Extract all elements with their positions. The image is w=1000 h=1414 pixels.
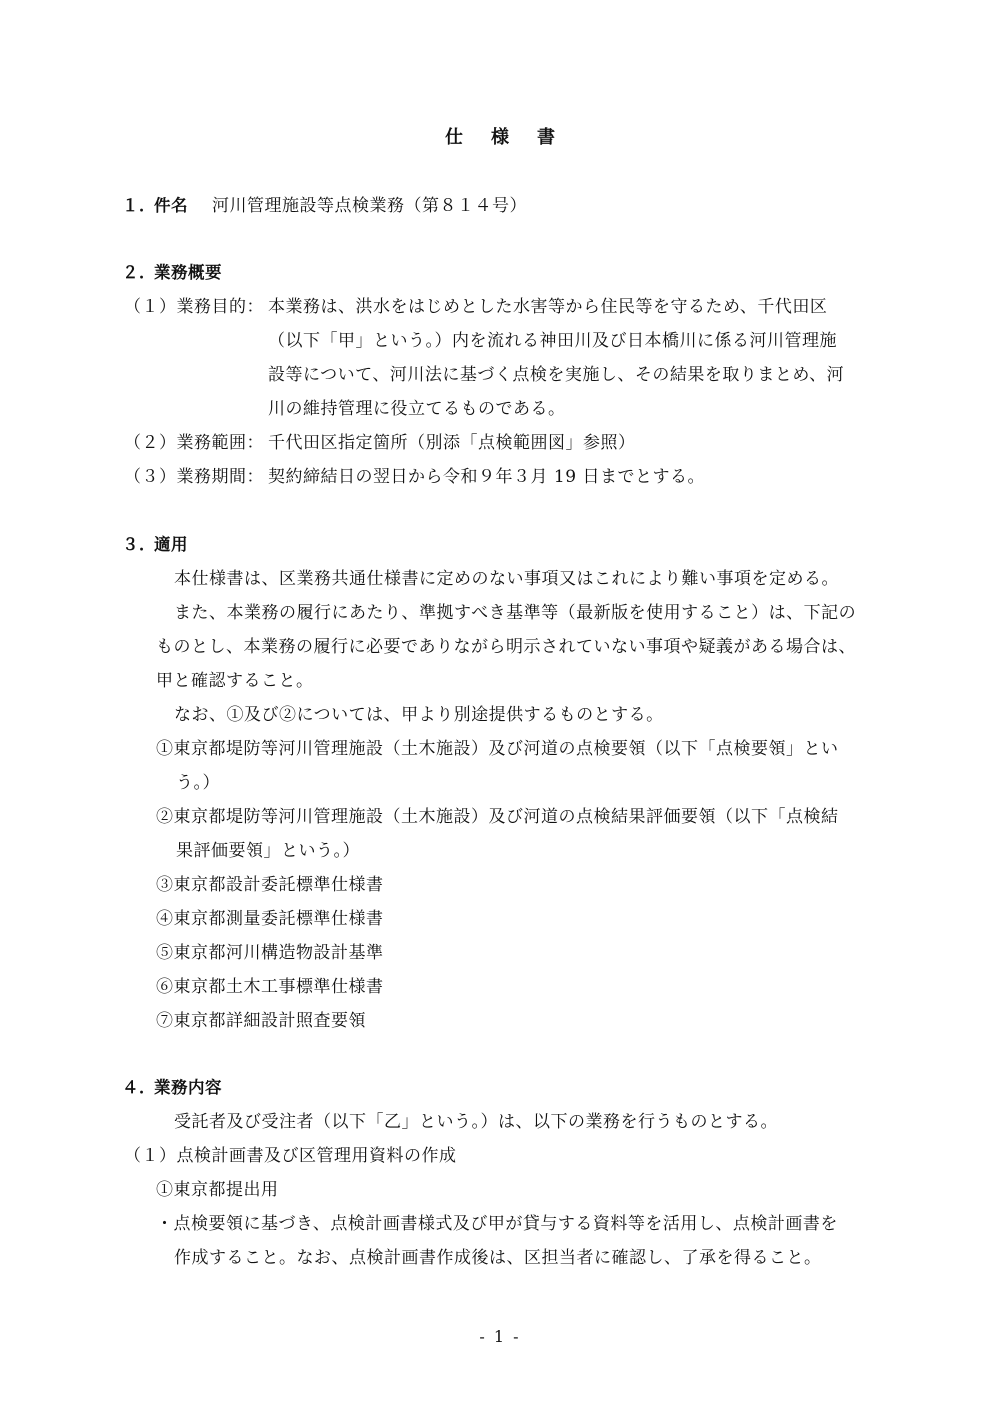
standard-list-item: ⑥東京都土木工事標準仕様書 [156, 977, 384, 997]
subsection-item: ①東京都提出用 [156, 1180, 279, 1200]
standard-list-item: ①東京都堤防等河川管理施設（土木施設）及び河道の点検要領（以下「点検要領」とい [156, 739, 839, 759]
bullet-line-cont: 作成すること。なお、点検計画書作成後は、区担当者に確認し、了承を得ること。 [174, 1248, 822, 1268]
item-text-line: （以下「甲」という。）内を流れる神田川及び日本橋川に係る河川管理施 [268, 331, 837, 351]
item-label-scope: （２）業務範囲： [124, 433, 264, 453]
page-number: - 1 - [479, 1327, 521, 1346]
standard-list-item-cont: う。） [176, 773, 220, 793]
section-heading-text: 件名 [154, 196, 188, 215]
paragraph-line: 受託者及び受注者（以下「乙」という。）は、以下の業務を行うものとする。 [174, 1112, 778, 1132]
subsection-heading: （１）点検計画書及び区管理用資料の作成 [124, 1146, 457, 1166]
standard-list-item: ⑤東京都河川構造物設計基準 [156, 943, 384, 963]
section-2-heading [122, 261, 222, 285]
section-number: ２． [122, 263, 156, 282]
item-text-line: 千代田区指定箇所（別添「点検範囲図」参照） [268, 433, 636, 453]
section-1-value: 河川管理施設等点検業務（第８１４号） [212, 196, 527, 216]
paragraph-line: 本仕様書は、区業務共通仕様書に定めのない事項又はこれにより難い事項を定める。 [174, 569, 839, 589]
item-label-period: （３）業務期間： [124, 467, 264, 487]
item-text-line: 本業務は、洪水をはじめとした水害等から住民等を守るため、千代田区 [268, 297, 828, 317]
section-number: ４． [122, 1078, 156, 1097]
section-4-heading [122, 1076, 222, 1100]
section-heading-text: 適用 [154, 535, 188, 554]
standard-list-item: ④東京都測量委託標準仕様書 [156, 909, 384, 929]
paragraph-line: なお、①及び②については、甲より別途提供するものとする。 [174, 705, 664, 725]
bullet-line: ・点検要領に基づき、点検計画書様式及び甲が貸与する資料等を活用し、点検計画書を [156, 1214, 838, 1234]
item-label-purpose: （１）業務目的： [124, 297, 264, 317]
paragraph-line: ものとし、本業務の履行に必要でありながら明示されていない事項や疑義がある場合は、 [156, 637, 856, 657]
section-number: １． [122, 196, 156, 215]
standard-list-item: ③東京都設計委託標準仕様書 [156, 875, 384, 895]
section-heading-text: 業務概要 [154, 263, 222, 282]
paragraph-line: また、本業務の履行にあたり、準拠すべき基準等（最新版を使用すること）は、下記の [174, 603, 857, 623]
section-1-heading [122, 194, 188, 218]
standard-list-item: ②東京都堤防等河川管理施設（土木施設）及び河道の点検結果評価要領（以下「点検結 [156, 807, 839, 827]
standard-list-item: ⑦東京都詳細設計照査要領 [156, 1011, 366, 1031]
paragraph-line: 甲と確認すること。 [156, 671, 314, 691]
section-heading-text: 業務内容 [154, 1078, 222, 1097]
item-text-line: 川の維持管理に役立てるものである。 [268, 399, 566, 419]
document-title: 仕様書 [445, 127, 583, 148]
standard-list-item-cont: 果評価要領」という。） [176, 841, 360, 861]
item-text-line: 契約締結日の翌日から令和９年３月 19 日までとする。 [268, 467, 705, 487]
item-text-line: 設等について、河川法に基づく点検を実施し、その結果を取りまとめ、河 [268, 365, 845, 385]
section-3-heading [122, 533, 188, 557]
section-number: ３． [122, 535, 156, 554]
